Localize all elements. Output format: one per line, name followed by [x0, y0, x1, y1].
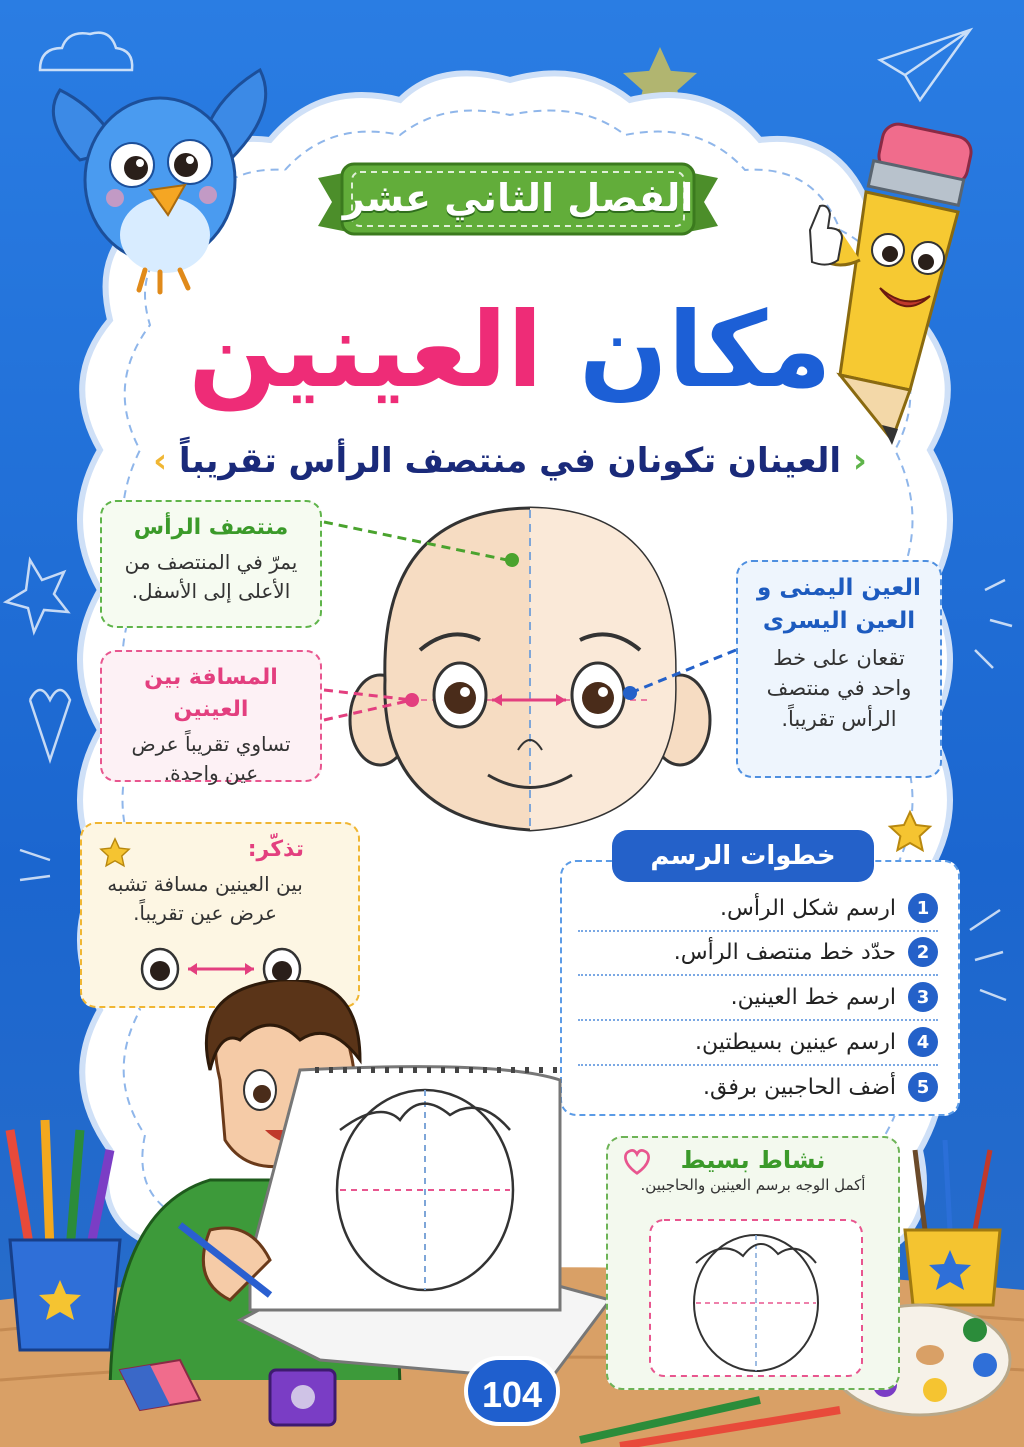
activity-title: نشاط بسيط: [680, 1146, 826, 1174]
star-icon: [98, 836, 132, 870]
step-text: ارسم عينين بسيطتين.: [694, 1029, 896, 1055]
brush-cup-right: [895, 1140, 1015, 1310]
card-eyes: [736, 560, 942, 778]
card-head-middle: [100, 500, 322, 628]
chevron-icon: ›: [153, 441, 179, 481]
eraser-and-sharpener: [110, 1350, 350, 1440]
step-number: 3: [908, 982, 938, 1012]
main-title-word-1: مكان: [578, 289, 832, 411]
star-icon: [886, 808, 934, 856]
step-5: [578, 1065, 938, 1109]
card-head-middle-text: يمرّ في المنتصف من الأعلى إلى الأسفل.: [124, 549, 298, 603]
chevron-icon: ‹: [841, 441, 867, 481]
step-text: أضف الحاجبين برفق.: [702, 1074, 896, 1100]
activity-face-outline: [648, 1218, 864, 1378]
step-number: 5: [908, 1072, 938, 1102]
heart-icon: [620, 1146, 654, 1176]
activity-text: أكمل الوجه برسم العينين والحاجبين.: [640, 1176, 866, 1194]
step-text: حدّد خط منتصف الرأس.: [673, 939, 896, 965]
step-4: [578, 1020, 938, 1066]
step-2: [578, 930, 938, 976]
card-remember-title: تذكّر:: [247, 837, 304, 862]
desk-pencils: [560, 1380, 860, 1447]
pencil-cup-left: [0, 1110, 130, 1360]
card-head-middle-title: منتصف الرأس: [133, 515, 289, 540]
steps-title: خطوات الرسم: [612, 830, 874, 882]
boy-drawing-illustration: [100, 980, 620, 1380]
card-eye-distance: [100, 650, 322, 785]
step-text: ارسم شكل الرأس.: [720, 895, 896, 921]
subtitle-text: العينان تكونان في منتصف الرأس تقريباً: [178, 441, 842, 481]
card-eyes-title: العين اليمنى و العين اليسرى: [757, 575, 921, 635]
card-remember-text: بين العينين مسافة تشبه عرض عين تقريباً.: [107, 871, 303, 925]
card-eye-distance-title: المسافة بين العينين: [144, 665, 278, 722]
step-3: [578, 975, 938, 1021]
main-title-word-2: العينين: [188, 289, 543, 411]
step-1: [578, 886, 938, 932]
page-number: 104: [464, 1356, 560, 1426]
step-number: 4: [908, 1027, 938, 1057]
card-eye-distance-text: تساوي تقريباً عرض عين واحدة.: [131, 731, 291, 785]
step-text: ارسم خط العينين.: [730, 984, 896, 1010]
activity-box: [606, 1136, 900, 1390]
step-number: 2: [908, 937, 938, 967]
chapter-title: الفصل الثاني عشر: [342, 176, 694, 220]
step-number: 1: [908, 893, 938, 923]
card-eyes-text: تقعان على خط واحد في منتصف الرأس تقريباً.: [766, 645, 912, 731]
